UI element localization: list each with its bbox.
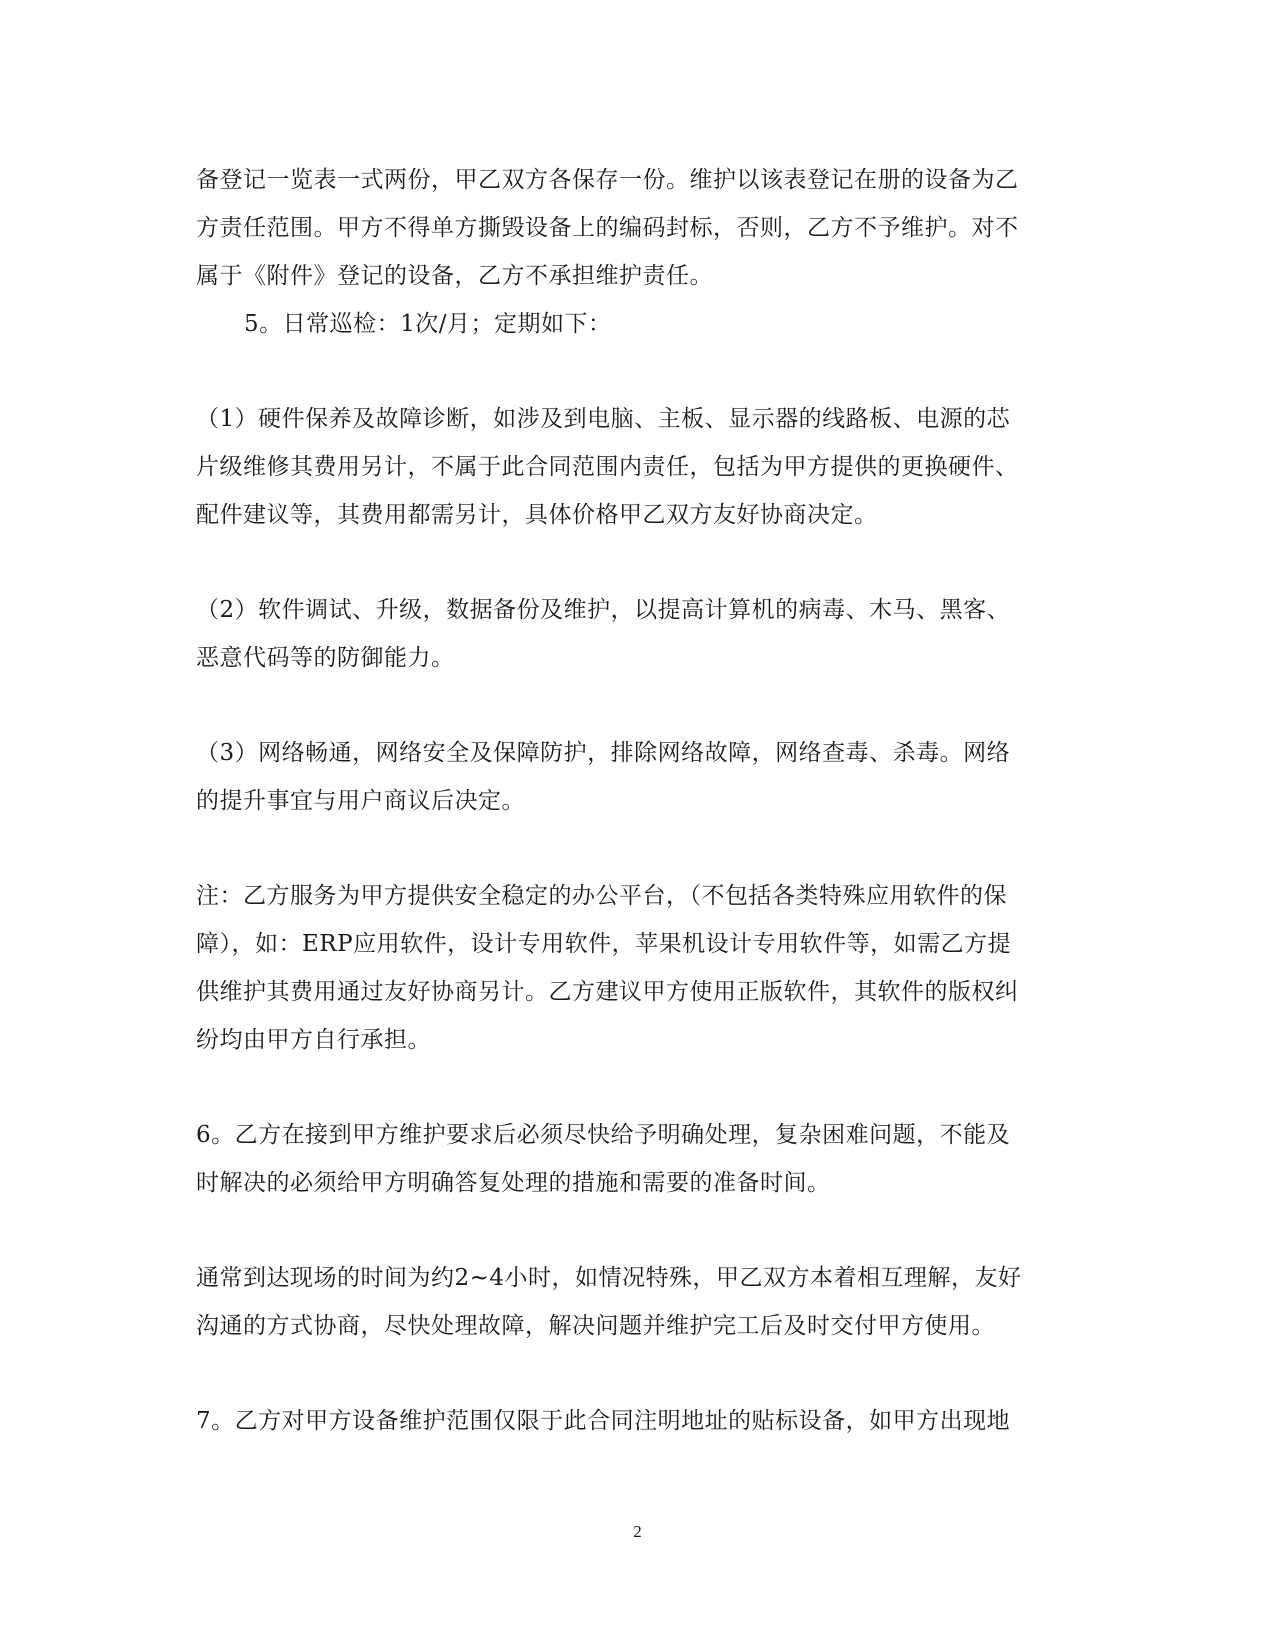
text-line: 通常到达现场的时间为约2~4小时，如情况特殊，甲乙双方本着相互理解，友好 (196, 1265, 1022, 1291)
text-line: 沟通的方式协商，尽快处理故障，解决问题并维护完工后及时交付甲方使用。 (196, 1313, 995, 1339)
text-line: （3）网络畅通，网络安全及保障防护，排除网络故障，网络查毒、杀毒。网络 (196, 740, 1011, 766)
page-number: 2 (633, 1522, 642, 1541)
paragraph-sub-3 (196, 729, 1076, 825)
paragraph-gap (196, 1350, 1076, 1397)
text-line: 片级维修其费用另计，不属于此合同范围内责任，包括为甲方提供的更换硬件、 (196, 454, 1019, 480)
paragraph-gap (196, 539, 1076, 586)
paragraph-arrival (196, 1254, 1076, 1350)
paragraph-gap (196, 682, 1076, 729)
text-line: 方责任范围。甲方不得单方撕毁设备上的编码封标，否则，乙方不予维护。对不 (196, 215, 1019, 241)
paragraph-item-5 (196, 300, 1076, 348)
text-line: 的提升事宜与用户商议后决定。 (196, 788, 525, 814)
paragraph-gap (196, 1064, 1076, 1111)
text-line: （1）硬件保养及故障诊断，如涉及到电脑、主板、显示器的线路板、电源的芯 (196, 406, 1011, 432)
text-line: 备登记一览表一式两份，甲乙双方各保存一份。维护以该表登记在册的设备为乙 (196, 167, 1019, 193)
text-line: （2）软件调试、升级，数据备份及维护，以提高计算机的病毒、木马、黑客、 (196, 597, 1011, 623)
text-line: 障），如：ERP应用软件，设计专用软件，苹果机设计专用软件等，如需乙方提 (196, 931, 1012, 957)
text-line: 7。乙方对甲方设备维护范围仅限于此合同注明地址的贴标设备，如甲方出现地 (196, 1408, 1011, 1434)
paragraph-item-6 (196, 1111, 1076, 1207)
paragraph-sub-2 (196, 586, 1076, 682)
text-line: 配件建议等，其费用都需另计，具体价格甲乙双方友好协商决定。 (196, 502, 878, 528)
text-line: 注：乙方服务为甲方提供安全稳定的办公平台，（不包括各类特殊应用软件的保 (196, 883, 1007, 909)
paragraph-item-7 (196, 1397, 1076, 1445)
paragraph-equipment-list (196, 156, 1076, 300)
paragraph-gap (196, 825, 1076, 872)
text-line: 恶意代码等的防御能力。 (196, 645, 455, 671)
paragraph-note (196, 872, 1076, 1064)
text-line: 6。乙方在接到甲方维护要求后必须尽快给予明确处理，复杂困难问题，不能及 (196, 1122, 1011, 1148)
paragraph-gap (196, 1207, 1076, 1254)
paragraph-gap (196, 348, 1076, 395)
text-line: 时解决的必须给甲方明确答复处理的措施和需要的准备时间。 (196, 1170, 831, 1196)
text-line: 5。日常巡检：1次/月；定期如下： (244, 311, 612, 337)
text-line: 属于《附件》登记的设备，乙方不承担维护责任。 (196, 263, 713, 289)
text-line: 纷均由甲方自行承担。 (196, 1027, 431, 1053)
text-line: 供维护其费用通过友好协商另计。乙方建议甲方使用正版软件，其软件的版权纠 (196, 979, 1019, 1005)
document-body (196, 156, 1076, 1445)
paragraph-sub-1 (196, 395, 1076, 539)
